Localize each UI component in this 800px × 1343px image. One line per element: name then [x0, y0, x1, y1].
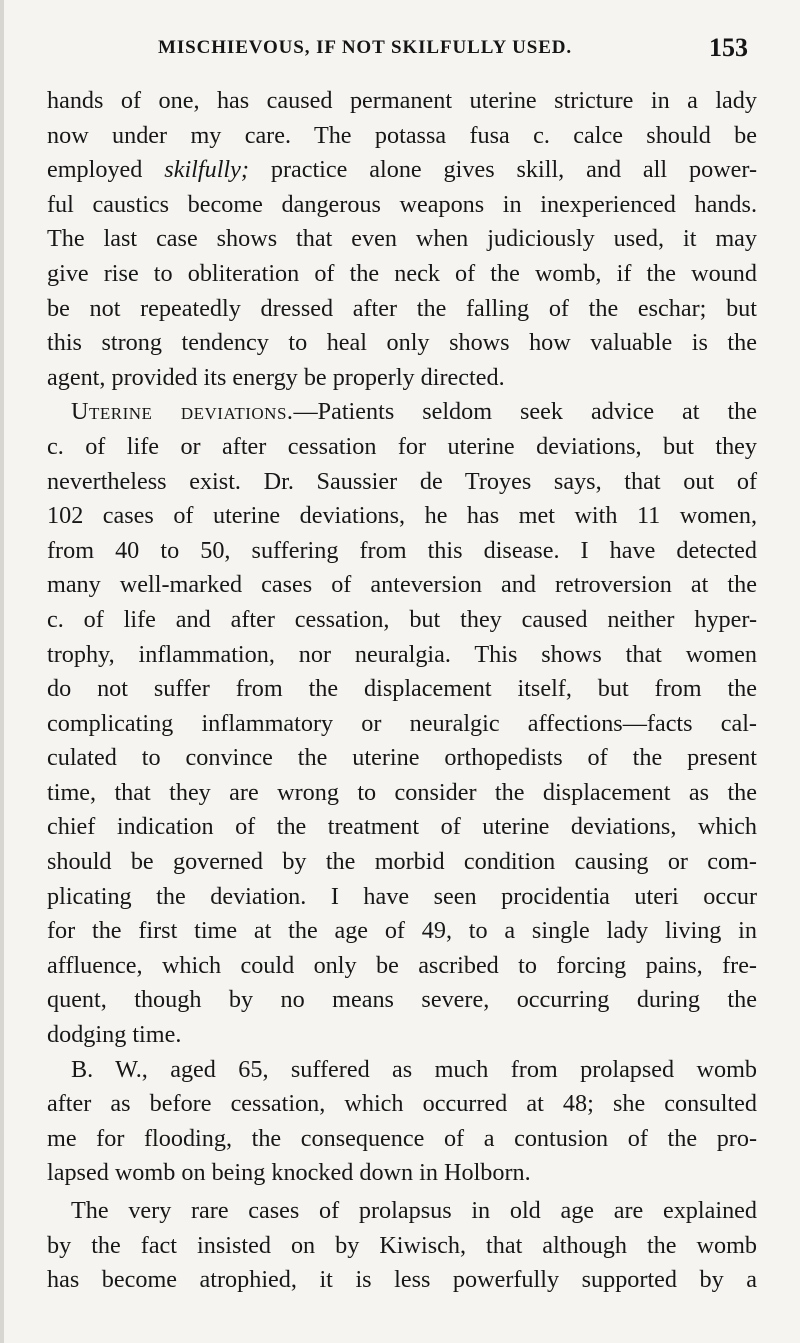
emphasis-text: skilfully;: [164, 156, 249, 184]
text-line: many well-marked cases of anteversion and retroversion at the: [47, 571, 757, 599]
text-line: lapsed womb on being knocked down in Holborn.: [47, 1159, 531, 1187]
text-line: hands of one, has caused permanent uterine stricture in a lady: [47, 87, 757, 114]
text-line: dodging time.: [47, 1021, 182, 1049]
text-line: complicating inflammatory or neuralgic affections—facts cal-: [47, 709, 757, 737]
text-line: be not repeatedly dressed after the falling of the eschar; but: [47, 294, 757, 322]
text-line: quent, though by no means severe, occurring during the: [47, 986, 757, 1014]
text-line: chief indication of the treatment of uterine deviations, which: [47, 813, 757, 841]
text-line: this strong tendency to heal only shows how valuable is the: [47, 329, 757, 357]
text-line: The last case shows that even when judiciously used, it may: [47, 225, 757, 253]
text-line: has become atrophied, it is less powerfully supported by a: [47, 1266, 757, 1294]
text-line: by the fact insisted on by Kiwisch, that although the womb: [47, 1231, 757, 1259]
text-line: c. of life or after cessation for uterine deviations, but they: [47, 432, 757, 460]
text-line: [47, 395, 757, 430]
text-line: after as before cessation, which occurred at 48; she consulted: [47, 1090, 757, 1118]
body-text: [47, 84, 757, 1298]
text-line: c. of life and after cessation, but they caused neither hyper-: [47, 605, 757, 633]
text-line: The very rare cases of prolapsus in old age are explained: [71, 1197, 757, 1224]
text-line: trophy, inflammation, nor neuralgia. This shows that women: [47, 640, 757, 668]
page-number: 153: [709, 33, 748, 62]
text-line: time, that they are wrong to consider the displacement as the: [47, 778, 757, 806]
text-fragment: —Patients seldom seek advice at the: [293, 398, 757, 426]
text-line: plicating the deviation. I have seen procidentia uteri occur: [47, 882, 757, 910]
text-line: nevertheless exist. Dr. Saussier de Troyes says, that out of: [47, 467, 757, 495]
text-line: [47, 153, 757, 188]
text-line: for the first time at the age of 49, to a single lady living in: [47, 917, 757, 945]
text-line: culated to convince the uterine orthopedists of the present: [47, 744, 757, 772]
text-line: 102 cases of uterine deviations, he has met with 11 women,: [47, 502, 757, 530]
text-line: agent, provided its energy be properly directed.: [47, 363, 505, 391]
section-heading: Uterine deviations.: [71, 398, 294, 426]
text-line: B. W., aged 65, suffered as much from prolapsed womb: [71, 1055, 757, 1083]
text-line: should be governed by the morbid condition causing or com-: [47, 848, 757, 876]
text-line: from 40 to 50, suffering from this disease. I have detected: [47, 536, 757, 564]
text-line: do not suffer from the displacement itself, but from the: [47, 675, 757, 703]
text-line: me for flooding, the consequence of a contusion of the pro-: [47, 1124, 757, 1152]
running-title: MISCHIEVOUS, IF NOT SKILFULLY USED.: [158, 37, 573, 58]
page-header: [48, 33, 748, 67]
text-line: give rise to obliteration of the neck of the womb, if the wound: [47, 259, 757, 287]
text-fragment: practice alone gives skill, and all power-: [270, 156, 758, 184]
text-line: ful caustics become dangerous weapons in inexperienced hands.: [47, 190, 757, 218]
text-line: affluence, which could only be ascribed to forcing pains, fre-: [47, 951, 757, 979]
text-line: now under my care. The potassa fusa c. calce should be: [47, 121, 757, 149]
text-fragment: employed: [47, 156, 143, 184]
